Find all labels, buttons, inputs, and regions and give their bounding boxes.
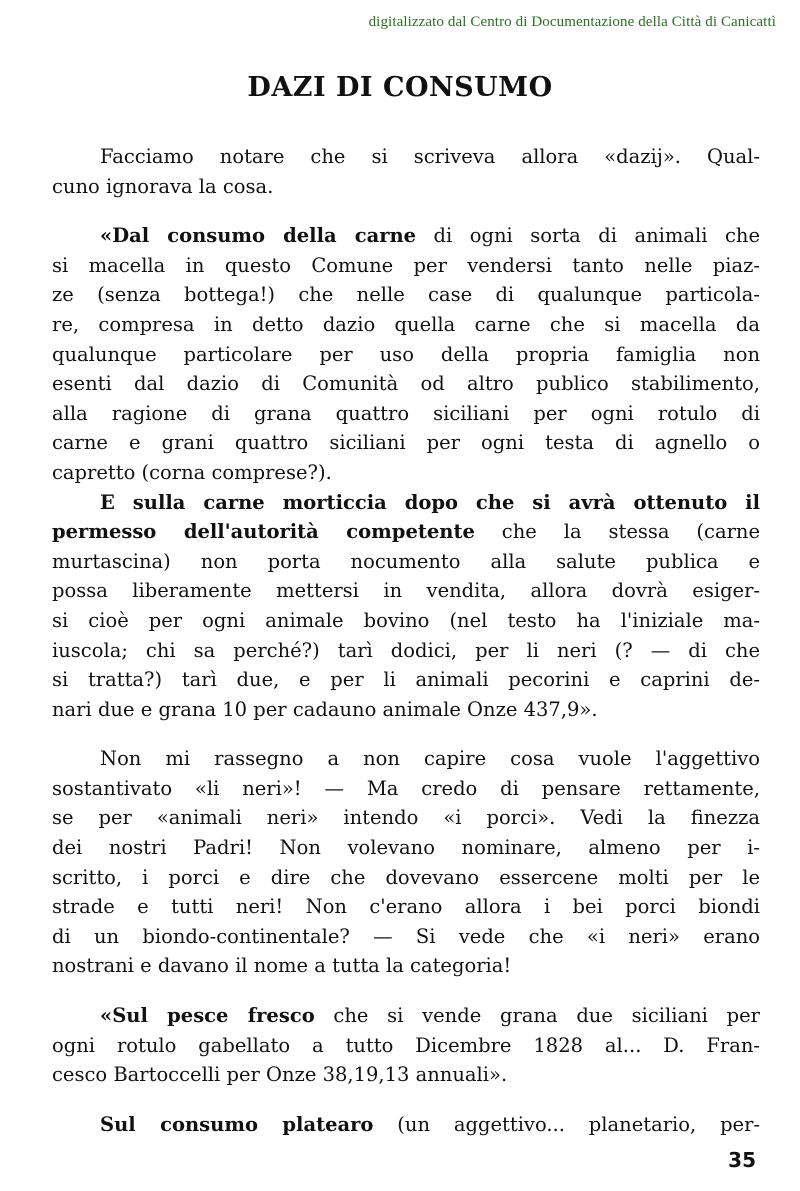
text-line [52,547,760,577]
bold-text: permesso dell'autorità competente [52,520,475,544]
text-run: alla ragione di grana quattro siciliani per ogni rotulo di [52,401,760,425]
text-run: si macella in questo Comune per vendersi tanto nelle piaz- [52,253,760,277]
digitization-watermark: digitalizzato dal Centro di Documentazione della Città di Canicattì [368,14,776,30]
text-line [52,803,760,833]
text-line [52,774,760,804]
paragraph-gap [52,981,760,1001]
text-run: nari due e grana 10 per cadauno animale Onze 437,9». [52,697,598,721]
body-text [52,142,760,1139]
text-line [52,695,760,725]
text-line [52,251,760,281]
text-run: Facciamo notare che si scriveva allora «dazij». Qual- [100,145,760,168]
text-line [52,833,760,863]
text-line [52,892,760,922]
bold-text: «Dal consumo della carne [100,224,417,248]
text-line [52,863,760,893]
text-run: re, compresa in detto dazio quella carne che si macella da [52,312,760,336]
text-run: dei nostri Padri! Non volevano nominare, almeno per i- [52,836,760,860]
text-run: possa liberamente mettersi in vendita, allora dovrà esiger- [52,579,760,603]
text-run: strade e tutti neri! Non c'erano allora i bei porci biondi [52,895,760,919]
paragraph [52,1001,760,1090]
text-line [52,1001,760,1031]
paragraph [52,744,760,981]
text-line [52,458,760,488]
text-line [52,1031,760,1061]
page-number: 35 [728,1148,756,1172]
text-run: murtascina) non porta nocumento alla salute publica e [52,549,760,573]
paragraph [52,221,760,487]
text-line [52,922,760,952]
paragraph [52,142,760,201]
text-line [52,369,760,399]
paragraph [52,488,760,725]
text-line [52,606,760,636]
text-run: di un biondo-continentale? — Si vede che «i neri» erano [52,924,760,948]
text-line [52,744,760,774]
text-line [52,951,760,981]
text-line [52,310,760,340]
bold-text: Sul consumo platearo [100,1112,374,1136]
text-run: di ogni sorta di animali che [416,224,760,248]
text-run: ze (senza bottega!) che nelle case di qualunque particola- [52,283,760,307]
text-run: che si vende grana due siciliani per [314,1004,760,1028]
paragraph-gap [52,724,760,744]
text-line [52,399,760,429]
text-line [52,636,760,666]
text-line [52,1110,760,1140]
text-run: cuno ignorava la cosa. [52,174,274,198]
text-line [52,576,760,606]
text-line [52,172,760,202]
bold-text: «Sul pesce fresco [100,1004,315,1028]
text-run: che la stessa (carne [474,520,760,544]
text-line [52,665,760,695]
text-line [52,221,760,251]
text-run: si cioè per ogni animale bovino (nel testo ha l'iniziale ma- [52,608,760,632]
text-run: (un aggettivo... planetario, per- [373,1112,760,1136]
text-run: iuscola; chi sa perché?) tarì dodici, per li neri (? — di che [52,638,760,662]
paragraph-gap [52,1090,760,1110]
text-line [52,488,760,518]
text-run: capretto (corna comprese?). [52,460,332,484]
text-run: ogni rotulo gabellato a tutto Dicembre 1828 al... D. Fran- [52,1033,760,1057]
text-line [52,428,760,458]
text-line [52,280,760,310]
text-run: scritto, i porci e dire che dovevano essercene molti per le [52,865,760,889]
text-run: sostantivato «li neri»! — Ma credo di pensare rettamente, [52,776,760,800]
text-run: nostrani e davano il nome a tutta la categoria! [52,954,512,978]
text-run: Non mi rassegno a non capire cosa vuole l'aggettivo [100,747,760,771]
text-run: si tratta?) tarì due, e per li animali pecorini e caprini de- [52,668,760,692]
text-run: qualunque particolare per uso della propria famiglia non [52,342,760,366]
bold-text: E sulla carne morticcia dopo che si avrà ottenuto il [100,490,760,514]
paragraph [52,1110,760,1140]
text-line [52,340,760,370]
page-title: DAZI DI CONSUMO [247,72,553,103]
text-run: se per «animali neri» intendo «i porci». Vedi la finezza [52,806,760,830]
text-run: esenti dal dazio di Comunità od altro publico stabilimento, [52,372,760,396]
text-line [52,517,760,547]
text-run: cesco Bartoccelli per Onze 38,19,13 annuali». [52,1063,508,1087]
paragraph-gap [52,201,760,221]
text-line [52,142,760,172]
text-line [52,1060,760,1090]
text-run: carne e grani quattro siciliani per ogni testa di agnello o [52,431,760,455]
